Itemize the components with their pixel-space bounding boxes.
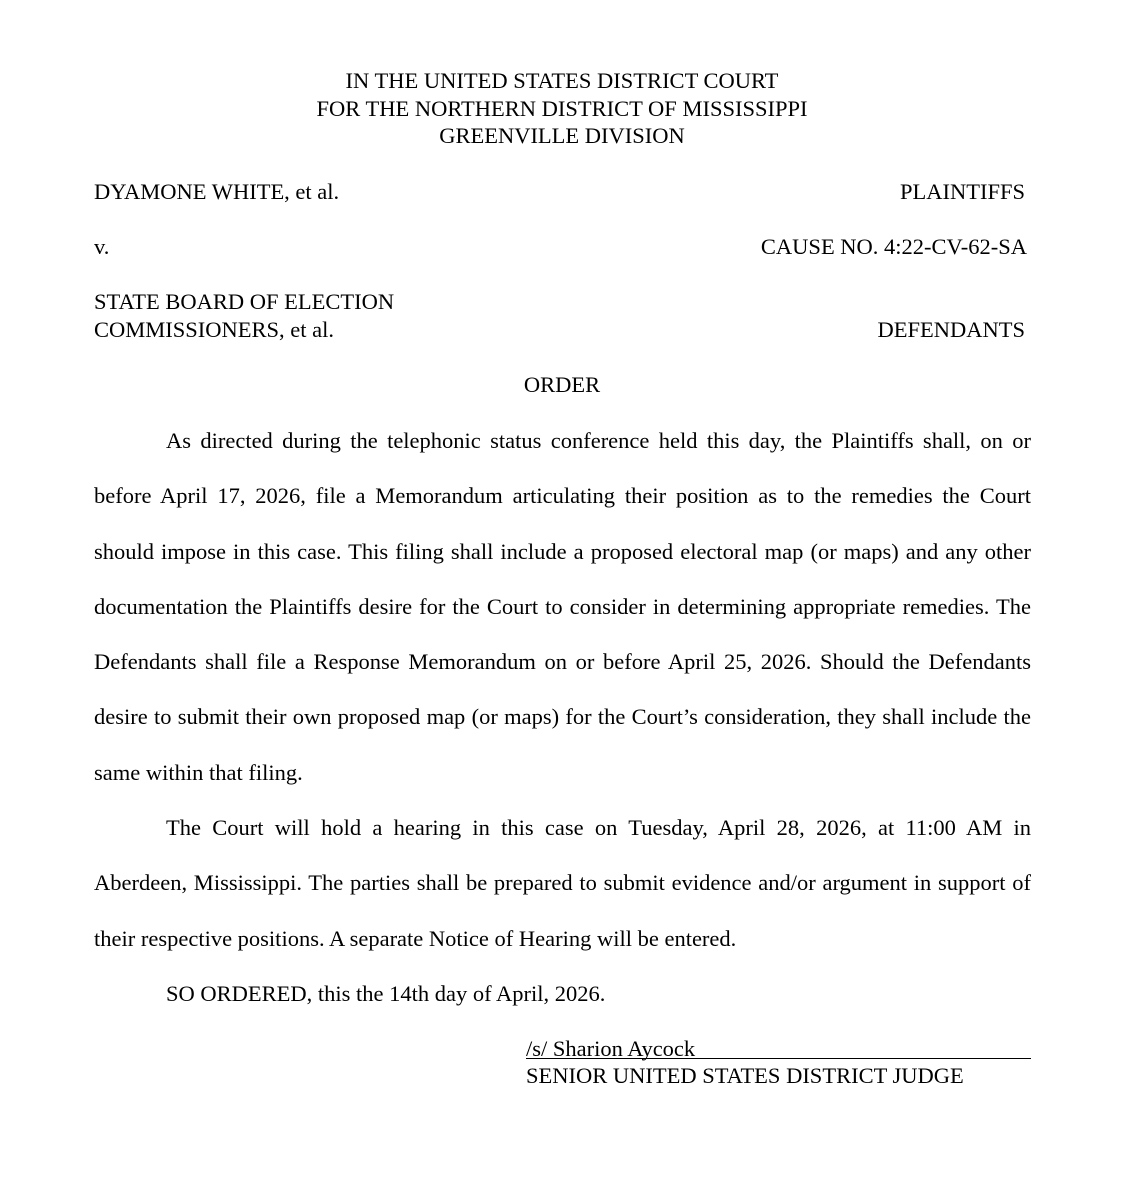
order-paragraph: As directed during the telephonic status conference held this day, the Plaintiffs shall, on or before April 17, 2026, file a Memorandum articulating their position as to the remedies the Court should impose in this case. This filing shall include a proposed electoral map (or maps) and any other documentation the Plaintiffs desire for the Court to consider in determining appropriate remedies. The Defendants shall file a Response Memorandum on or before April 25, 2026. Should the Defendants desire to submit their own proposed map (or maps) for the Court’s consideration, they shall include the same within that filing. bbox=[94, 428, 1031, 785]
plaintiff-name: DYAMONE WHITE, et al. bbox=[94, 179, 340, 204]
court-division: GREENVILLE DIVISION bbox=[439, 123, 685, 148]
court-district: FOR THE NORTHERN DISTRICT OF MISSISSIPPI bbox=[316, 96, 808, 121]
so-ordered: SO ORDERED, this the 14th day of April, 2026. bbox=[166, 980, 606, 1006]
defendant-role: DEFENDANTS bbox=[877, 317, 1025, 342]
signature-title: SENIOR UNITED STATES DISTRICT JUDGE bbox=[526, 1063, 964, 1088]
order-paragraph: The Court will hold a hearing in this case on Tuesday, April 28, 2026, at 11:00 AM in Aberdeen, Mississippi. The parties shall be prepared to submit evidence and/or argument in support of their respective positions. A separate Notice of Hearing will be entered. bbox=[94, 815, 1031, 951]
order-title: ORDER bbox=[523, 372, 601, 397]
signature-line bbox=[526, 1058, 1031, 1059]
defendant-name-line1: STATE BOARD OF ELECTION bbox=[94, 289, 395, 314]
defendant-name-line2: COMMISSIONERS, et al. bbox=[94, 317, 335, 342]
court-name: IN THE UNITED STATES DISTRICT COURT bbox=[345, 68, 779, 93]
plaintiff-role: PLAINTIFFS bbox=[899, 179, 1025, 204]
cause-number: CAUSE NO. 4:22-CV-62-SA bbox=[760, 234, 1027, 259]
versus: v. bbox=[94, 234, 110, 259]
order-body bbox=[94, 413, 1031, 1021]
signature-name: /s/ Sharion Aycock bbox=[526, 1036, 696, 1061]
